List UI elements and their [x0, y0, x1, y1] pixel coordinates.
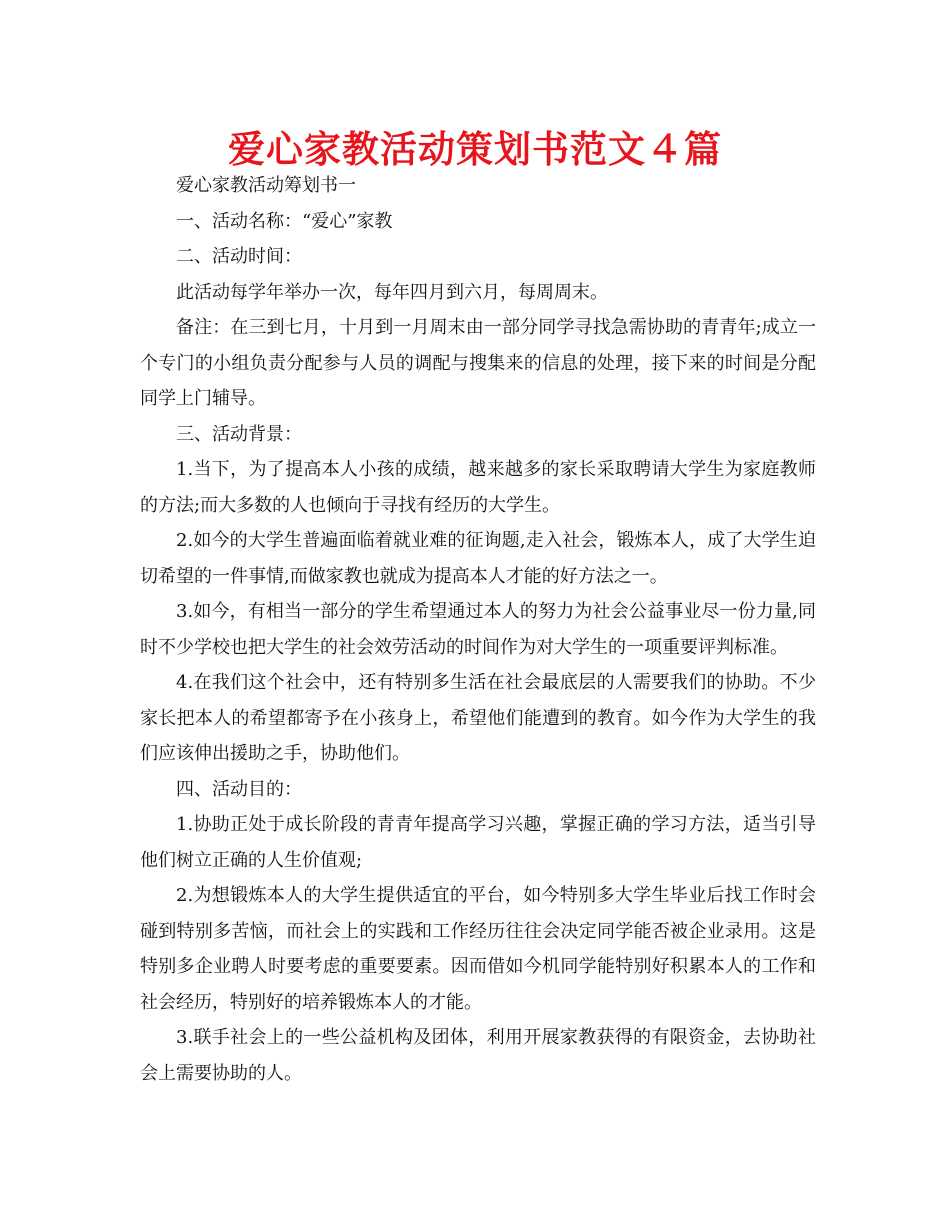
paragraph-purpose-heading: 四、活动目的：	[176, 778, 302, 800]
paragraph-purpose-1: 1.协助正处于成长阶段的青青年提高学习兴趣，掌握正确的学习方法，适当引导他们树立正确的人生价值观;	[140, 814, 816, 871]
paragraph-background-1: 1.当下，为了提高本人小孩的成绩，越来越多的家长采取聘请大学生为家庭教师的方法;而大多数的人也倾向于寻找有经历的大学生。	[140, 459, 816, 516]
paragraph-activity-time-heading: 二、活动时间：	[176, 246, 302, 267]
paragraph-background-3: 3.如今，有相当一部分的学生希望通过本人的努力为社会公益事业尽一份力量,同时不少学校也把大学生的社会效劳活动的时间作为对大学生的一项重要评判标准。	[140, 601, 816, 658]
paragraph-background-heading: 三、活动背景：	[176, 423, 302, 445]
paragraph-activity-time: 此活动每学年举办一次，每年四月到六月，每周周末。	[176, 281, 608, 303]
paragraph-background-2: 2.如今的大学生普遍面临着就业难的征询题,走入社会，锻炼本人，成了大学生迫切希望的一件事情,而做家教也就成为提高本人才能的好方法之一。	[140, 530, 816, 587]
paragraph-note: 备注：在三到七月，十月到一月周末由一部分同学寻找急需协助的青青年;成立一个专门的小组负责分配参与人员的调配与搜集来的信息的处理，接下来的时间是分配同学上门辅导。	[140, 317, 816, 409]
paragraph-activity-name: 一、活动名称：“爱心”家教	[176, 210, 393, 232]
paragraph-purpose-3: 3.联手社会上的一些公益机构及团体，利用开展家教获得的有限资金，去协助社会上需要协助的人。	[140, 1027, 816, 1084]
paragraph-background-4: 4.在我们这个社会中，还有特别多生活在社会最底层的人需要我们的协助。不少家长把本人的希望都寄予在小孩身上，希望他们能遭到的教育。如今作为大学生的我们应该伸出援助之手，协助他们。	[140, 672, 816, 764]
document-body	[140, 168, 816, 1091]
paragraph-purpose-2: 2.为想锻炼本人的大学生提供适宜的平台，如今特别多大学生毕业后找工作时会碰到特别多苦恼，而社会上的实践和工作经历往往会决定同学能否被企业录用。这是特别多企业聘人时要考虑的重要要素。因而借如今机同学能特别好积累本人的工作和社会经历，特别好的培养锻炼本人的才能。	[140, 885, 816, 1013]
document-title: 爱心家教活动策划书范文４篇	[228, 128, 722, 171]
paragraph-subtitle: 爱心家教活动筹划书一	[176, 175, 356, 196]
